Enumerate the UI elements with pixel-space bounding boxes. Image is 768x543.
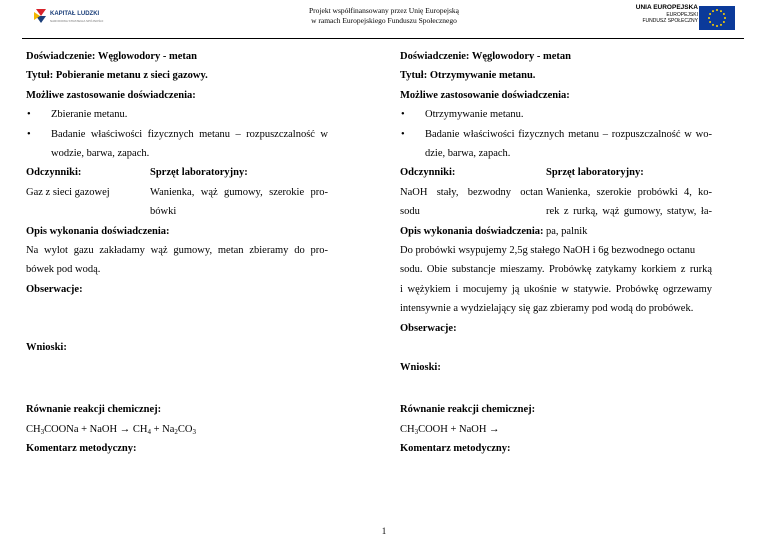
- left-procedure-label: Opis wykonania doświadczenia:: [26, 225, 170, 237]
- left-column: [26, 47, 328, 459]
- right-eq-p1: CH: [400, 423, 415, 435]
- header-line-1: Projekt współfinansowany przez Unię Europejską: [309, 6, 459, 15]
- header-line-2: w ramach Europejskiego Funduszu Społecznego: [311, 16, 457, 25]
- right-equation-label: Równanie reakcji chemicznej:: [400, 404, 536, 416]
- right-eq-s1: 3: [414, 427, 419, 436]
- left-eq-s1: 3: [40, 427, 45, 436]
- page-number: 1: [381, 526, 387, 536]
- kapital-ludzki-text: KAPITAŁ LUDZKI: [50, 11, 100, 17]
- right-equation: [400, 420, 712, 439]
- right-reagents-label: Odczynniki:: [400, 167, 456, 179]
- eu-sub-1: EUROPEJSKI: [666, 12, 698, 18]
- left-eq-s4: 3: [192, 427, 196, 436]
- right-conclusions-space: [400, 377, 712, 396]
- right-possible-label: Możliwe zastosowanie doświadczenia:: [400, 89, 570, 101]
- right-experiment: Doświadczenie: Węglowodory - metan: [400, 51, 571, 62]
- right-comment-label: Komentarz metodyczny:: [400, 443, 511, 455]
- left-eq-p1: CH: [26, 423, 41, 435]
- left-bullet-2-line-1: • Badanie właściwości fizycznych metanu – rozpuszczalność w: [26, 125, 328, 144]
- right-equipment-line-2: rek z rurką, wąż gumowy, statyw, ła-: [546, 206, 712, 218]
- left-eq-p3: + Na: [150, 423, 175, 435]
- left-conclusions-space: [26, 357, 328, 396]
- right-conclusions-label: Wnioski:: [400, 361, 441, 373]
- left-bullet-1: • Zbieranie metanu.: [26, 105, 328, 124]
- left-procedure-line-2: bówek pod wodą.: [26, 264, 101, 276]
- eu-flag-icon: [699, 6, 735, 30]
- right-observations-space: [400, 338, 712, 357]
- left-eq-p4: CO: [177, 423, 193, 435]
- right-bullet-2-line-2: dzie, barwa, zapach.: [425, 148, 511, 160]
- left-conclusions-label: Wnioski:: [26, 342, 67, 354]
- eu-sub-2: FUNDUSZ SPOŁECZNY: [642, 18, 698, 24]
- left-eq-s2: 4: [147, 427, 151, 436]
- left-reagents-row: [26, 183, 328, 222]
- left-eq-s3: 2: [174, 427, 178, 436]
- right-procedure-line-4: intensywnie a wydzielający się gaz zbieramy pod wodą do probówek.: [400, 303, 694, 315]
- left-procedure-line-1: Na wylot gazu zakładamy wąż gumowy, metan zbieramy do pro-: [26, 245, 328, 257]
- left-equipment-label: Sprzęt laboratoryjny:: [150, 167, 248, 179]
- eu-title: UNIA EUROPEJSKA: [635, 4, 698, 11]
- left-possible-label: Możliwe zastosowanie doświadczenia:: [26, 89, 196, 101]
- left-bullet-2-line-2: wodzie, barwa, zapach.: [51, 148, 150, 160]
- right-eq-p2: COOH + NaOH →: [418, 423, 500, 435]
- left-equation-label: Równanie reakcji chemicznej:: [26, 404, 162, 416]
- left-equation: [26, 420, 328, 439]
- left-observations-space: [26, 299, 328, 338]
- left-title: Tytuł: Pobieranie metanu z sieci gazowy.: [26, 70, 208, 82]
- right-procedure-line-2: sodu. Obie substancje mieszamy. Probówkę zatykamy korkiem z rurką: [400, 264, 712, 276]
- right-bullet-2-line-1: • Badanie właściwości fizycznych metanu – rozpuszczalność w wo-: [400, 125, 712, 144]
- left-equipment-line-1: Wanienka, wąż gumowy, szerokie pro-: [150, 186, 328, 198]
- kapital-ludzki-subtext: NARODOWA STRATEGIA SPÓJNOŚCI: [50, 19, 104, 23]
- left-observations-label: Obserwacje:: [26, 283, 83, 295]
- right-equipment-line-1: Wanienka, szerokie probówki 4, ko-: [546, 186, 712, 198]
- right-equipment-line-3: pa, palnik: [546, 225, 588, 237]
- header-divider: [22, 38, 744, 39]
- left-reagents-label: Odczynniki:: [26, 167, 82, 179]
- right-reagents-header-row: [400, 163, 712, 182]
- right-procedure-line-3: i wężykiem i mocujemy ją ukośnie w statywie. Probówkę ogrzewamy: [400, 283, 712, 295]
- right-procedure-line-1: Do probówki wsypujemy 2,5g stałego NaOH i 6g bezwodnego octanu: [400, 245, 696, 257]
- right-reagents-line-2: sodu: [400, 206, 420, 218]
- left-comment-label: Komentarz metodyczny:: [26, 443, 137, 455]
- left-experiment: Doświadczenie: Węglowodory - metan: [26, 51, 197, 62]
- eu-logo-text: [636, 4, 698, 24]
- right-procedure-label: Opis wykonania doświadczenia:: [400, 225, 544, 237]
- right-column: [400, 47, 712, 459]
- right-reagents-line-1: NaOH stały, bezwodny octan: [400, 186, 543, 198]
- left-eq-p2: COONa + NaOH → CH: [44, 423, 148, 435]
- left-reagents-header-row: [26, 163, 328, 182]
- right-title: Tytuł: Otrzymywanie metanu.: [400, 70, 536, 82]
- right-equipment-label: Sprzęt laboratoryjny:: [546, 167, 644, 179]
- left-reagents-value: Gaz z sieci gazowej: [26, 186, 110, 198]
- right-bullet-1: • Otrzymywanie metanu.: [400, 105, 712, 124]
- left-equipment-line-2: bówki: [150, 206, 177, 218]
- right-observations-label: Obserwacje:: [400, 322, 457, 334]
